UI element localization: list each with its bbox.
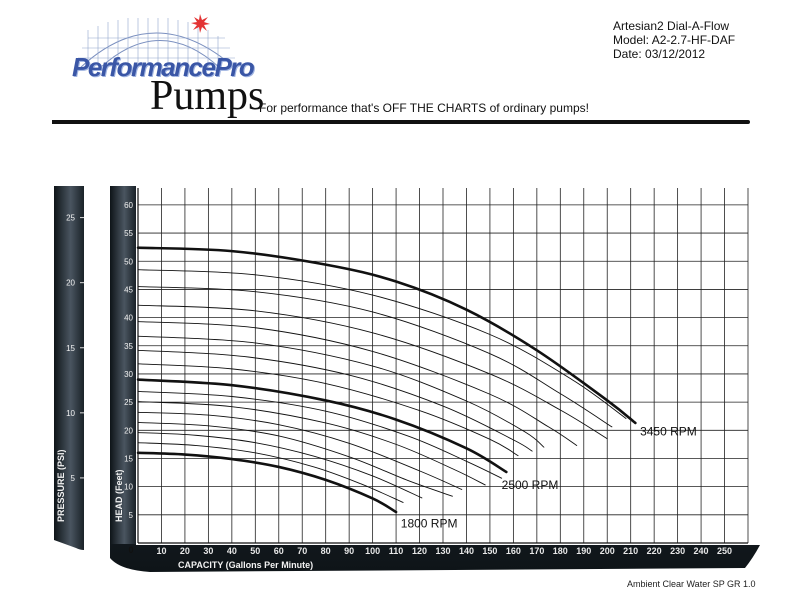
header-divider	[52, 120, 750, 124]
y-tick-label: 45	[124, 285, 133, 295]
info-line-date: Date: 03/12/2012	[613, 47, 706, 61]
y-tick-label: 25	[124, 398, 133, 408]
x-tick-label: 250	[717, 546, 733, 556]
y-tick-label: 30	[124, 369, 133, 379]
x-tick-label: 60	[273, 546, 284, 556]
pressure-tick-label: 5	[70, 473, 75, 483]
x-tick-label: 230	[670, 546, 686, 556]
x-tick-label: 30	[203, 546, 214, 556]
x-tick-label: 0	[128, 545, 134, 555]
y-tick-label: 35	[124, 341, 133, 351]
x-tick-label: 180	[552, 546, 568, 556]
x-tick-label: 200	[599, 546, 615, 556]
x-tick-label: 150	[482, 546, 498, 556]
x-tick-label: 120	[412, 546, 428, 556]
pressure-tick-label: 10	[66, 408, 75, 418]
x-tick-label: 90	[344, 546, 355, 556]
pump-curve-chart	[0, 180, 800, 580]
y-tick-label: 10	[124, 482, 133, 492]
x-tick-label: 110	[388, 546, 404, 556]
label-1800-rpm: 1800 RPM	[400, 516, 458, 531]
logo-top-text: PerformancePro	[72, 52, 254, 82]
label-3450-rpm: 3450 RPM	[640, 424, 697, 439]
y-axis-title: HEAD (Feet)	[114, 469, 124, 522]
model-info	[613, 19, 735, 61]
footnote: Ambient Clear Water SP GR 1.0	[627, 579, 756, 589]
pressure-tick-label: 20	[66, 278, 75, 288]
y-tick-label: 50	[124, 257, 133, 267]
logo-bottom-text: Pumps	[150, 73, 265, 119]
tagline: For performance that's OFF THE CHARTS of ordinary pumps!	[259, 101, 589, 115]
y-tick-label: 15	[124, 454, 133, 464]
star-icon	[191, 14, 210, 33]
x-tick-label: 100	[365, 546, 381, 556]
pressure-axis-title: PRESSURE (PSI)	[56, 449, 66, 522]
x-tick-label: 240	[693, 546, 709, 556]
x-tick-label: 70	[297, 546, 308, 556]
x-tick-label: 220	[646, 546, 662, 556]
y-tick-label: 20	[124, 426, 133, 436]
pressure-tick-label: 15	[66, 343, 75, 353]
x-tick-label: 190	[576, 546, 592, 556]
info-line-product: Artesian2 Dial-A-Flow	[613, 19, 730, 33]
info-line-model: Model: A2-2.7-HF-DAF	[613, 33, 736, 47]
x-tick-label: 170	[529, 546, 545, 556]
x-tick-label: 160	[505, 546, 521, 556]
y-tick-label: 5	[128, 510, 133, 520]
x-tick-label: 20	[179, 546, 190, 556]
x-axis-title: CAPACITY (Gallons Per Minute)	[178, 560, 314, 570]
x-tick-label: 40	[226, 546, 237, 556]
x-tick-label: 80	[320, 546, 331, 556]
company-logo	[60, 8, 265, 119]
y-tick-label: 40	[124, 313, 133, 323]
y-tick-label: 60	[124, 200, 133, 210]
x-tick-label: 130	[435, 546, 451, 556]
x-tick-label: 210	[623, 546, 639, 556]
label-2500-rpm: 2500 RPM	[501, 477, 559, 492]
x-tick-label: 50	[250, 546, 261, 556]
pressure-tick-label: 25	[66, 213, 75, 223]
x-tick-label: 10	[156, 546, 167, 556]
y-tick-label: 55	[124, 229, 133, 239]
x-tick-label: 140	[458, 546, 474, 556]
